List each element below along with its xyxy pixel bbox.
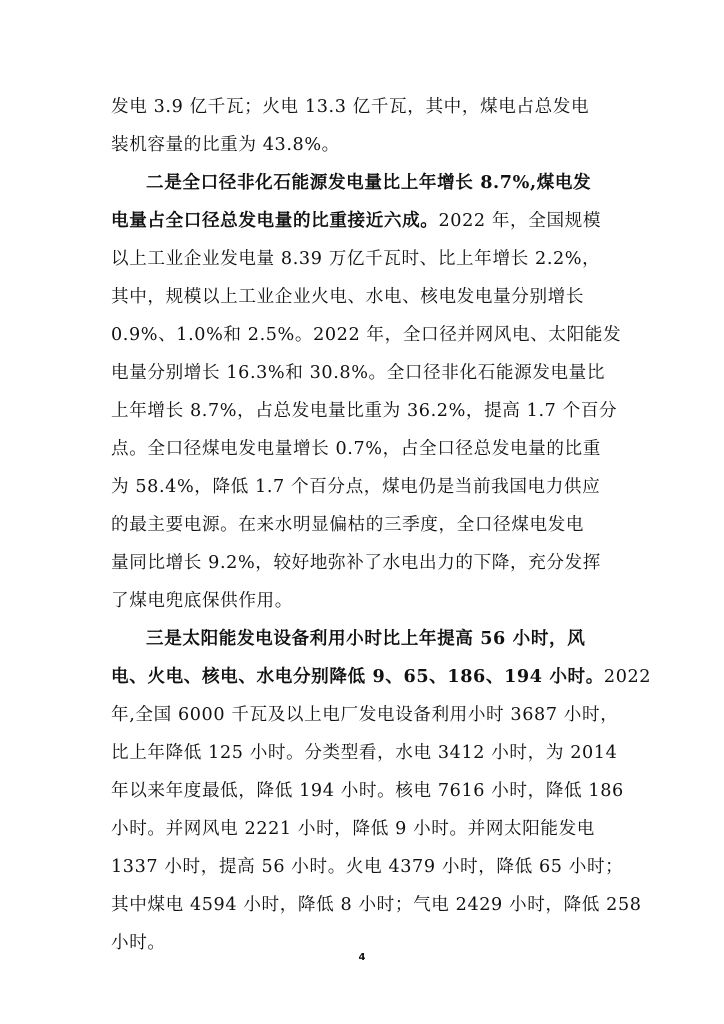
text-line: 小时。 [111, 933, 166, 953]
text-line: 为 58.4%，降低 1.7 个百分点，煤电仍是当前我国电力供应 [111, 477, 601, 497]
text-line: 了煤电兜底保供作用。 [111, 591, 293, 611]
text-line [111, 209, 615, 233]
body-text: 2022 [603, 667, 652, 687]
text-line: 年,全国 6000 千瓦及以上电厂发电设备利用小时 3687 小时， [111, 705, 619, 725]
heading-line: 三是太阳能发电设备利用小时比上年提高 56 小时，风 [146, 628, 586, 649]
text-line: 0.9%、1.0%和 2.5%。2022 年，全口径并网风电、太阳能发 [111, 325, 622, 345]
text-line: 1337 小时，提高 56 小时。火电 4379 小时，降低 65 小时； [111, 857, 624, 877]
text-line: 上年增长 8.7%，占总发电量比重为 36.2%，提高 1.7 个百分 [111, 401, 618, 421]
text-line: 的最主要电源。在来水明显偏枯的三季度，全口径煤电发电 [111, 515, 585, 535]
heading-line: 二是全口径非化石能源发电量比上年增长 8.7%,煤电发 [146, 172, 592, 193]
text-line: 装机容量的比重为 43.8%。 [111, 135, 340, 155]
text-line: 其中煤电 4594 小时，降低 8 小时；气电 2429 小时，降低 258 [111, 895, 642, 915]
text-line [111, 665, 652, 689]
text-line: 小时。并网风电 2221 小时，降低 9 小时。并网太阳能发电 [111, 819, 596, 839]
text-line: 比上年降低 125 小时。分类型看，水电 3412 小时，为 2014 [111, 743, 618, 763]
text-line: 量同比增长 9.2%，较好地弥补了水电出力的下降，充分发挥 [111, 553, 601, 573]
body-text: 2022 年，全国规模 [438, 211, 602, 231]
text-line: 年以来年度最低，降低 194 小时。核电 7616 小时，降低 186 [111, 781, 624, 801]
text-line: 点。全口径煤电发电量增长 0.7%，占全口径总发电量的比重 [111, 439, 601, 459]
text-line: 其中，规模以上工业企业火电、水电、核电发电量分别增长 [111, 287, 585, 307]
text-line: 发电 3.9 亿千瓦；火电 13.3 亿千瓦，其中，煤电占总发电 [111, 97, 590, 117]
page-number: 4 [358, 952, 366, 963]
heading-text: 电、火电、核电、水电分别降低 9、65、186、194 小时。 [111, 666, 604, 687]
text-line: 以上工业企业发电量 8.39 万亿千瓦时、比上年增长 2.2%， [111, 249, 601, 269]
text-line: 电量分别增长 16.3%和 30.8%。全口径非化石能源发电量比 [111, 363, 606, 383]
heading-text: 电量占全口径总发电量的比重接近六成。 [111, 210, 439, 231]
